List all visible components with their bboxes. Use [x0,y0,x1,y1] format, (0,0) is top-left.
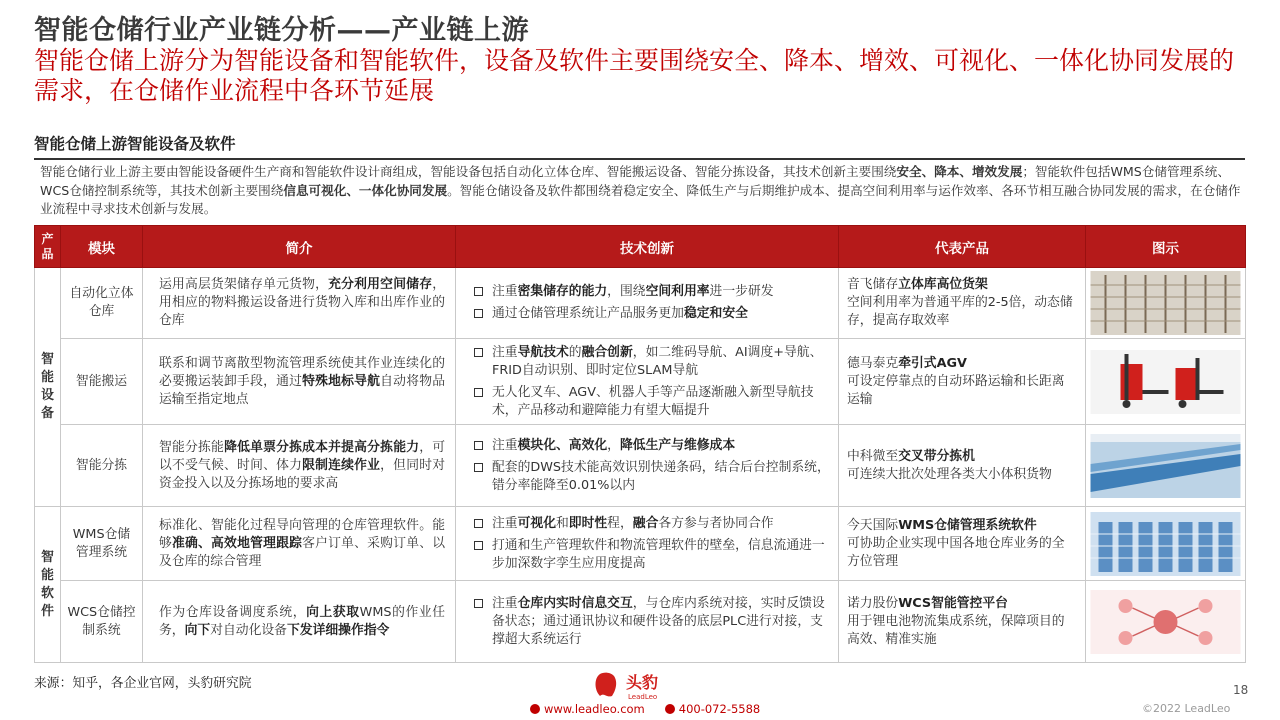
tech-bullet: 注重密集储存的能力，围绕空间利用率进一步研发 [474,283,830,301]
category-smart-software: 智能软件 [35,507,61,663]
sorting-line-image [1086,425,1246,507]
upstream-table [34,225,1246,663]
tech-bullet: 打通和生产管理软件和物流管理软件的壁垒，信息流通进一步加深数字孪生应用度提高 [474,537,830,573]
wms-warehouse-image [1086,507,1246,581]
intro-paragraph: 智能仓储行业上游主要由智能设备硬件生产商和智能软件设计商组成，智能设备包括自动化立体仓库、智能搬运设备、智能分拣设备，其技术创新主要围绕安全、降本、增效发展；智能软件包括WMS仓储管理系统、 WCS仓储控制系统等，其技术创新主要围绕信息可视化、一体化协同发展。智能仓储设备及软件都围绕着稳定安全、降低生产与后期维护成本、提高空间利用率与运作效率、各环节相互融合协同发展的需求，在仓储作业流程中寻求技术创新与发展。 [40,164,1241,216]
tech-cell [456,581,839,663]
tech-bullet: 注重模块化、高效化，降低生产与维修成本 [474,437,830,455]
category-smart-equipment: 智能设备 [35,268,61,507]
table-row [35,581,1246,663]
table-row [35,425,1246,507]
agv-forklift-icon [1090,350,1241,414]
heading-divider [34,158,1245,160]
product-cell: 诺力股份WCS智能管控平台 用于锂电池物流集成系统，保障项目的高效、精准实施 [839,581,1086,663]
header-tech: 技术创新 [456,226,839,268]
wcs-diagram-image [1086,581,1246,663]
module-cell: 智能搬运 [61,339,143,425]
checkbox-icon [474,599,483,608]
agv-forklift-image [1086,339,1246,425]
tech-bullet: 配套的DWS技术能高效识别快递条码，结合后台控制系统，错分率能降至0.01%以内 [474,459,830,495]
tech-cell [456,339,839,425]
tech-bullet: 注重仓库内实时信息交互，与仓库内系统对接，实时反馈设备状态；通过通讯协议和硬件设备的底层PLC进行对接，支撑超大系统运行 [474,595,830,649]
table-row [35,339,1246,425]
module-cell: WCS仓储控制系统 [61,581,143,663]
copyright: ©2022 LeadLeo [1142,702,1231,715]
checkbox-icon [474,388,483,397]
intro-cell: 智能分拣能降低单票分拣成本并提高分拣能力，可以不受气候、时间、体力限制连续作业，但同时对资金投入以及分拣场地的要求高 [143,425,456,507]
logo-subtext: LeadLeo [628,693,658,701]
wcs-diagram-icon [1090,590,1241,654]
leopard-icon [596,673,617,697]
product-cell: 中科微至交叉带分拣机 可连续大批次处理各类大小体积货物 [839,425,1086,507]
product-cell: 今天国际WMS仓储管理系统软件 可协助企业实现中国各地仓库业务的全方位管理 [839,507,1086,581]
leadleo-logo [592,668,692,702]
page-subtitle: 智能仓储上游分为智能设备和智能软件，设备及软件主要围绕安全、降本、增效、可视化、一体化协同发展的需求，在仓储作业流程中各环节延展 [34,46,1235,105]
intro-cell: 联系和调节离散型物流管理系统使其作业连续化的必要搬运装卸手段，通过特殊地标导航自动将物品运输至指定地点 [143,339,456,425]
tech-bullet: 注重导航技术的融合创新，如二维码导航、AI调度+导航、FRID自动识别、即时定位SLAM导航 [474,344,830,380]
checkbox-icon [474,441,483,450]
checkbox-icon [474,309,483,318]
checkbox-icon [474,287,483,296]
table-row [35,268,1246,339]
checkbox-icon [474,463,483,472]
wms-warehouse-icon [1090,512,1241,576]
tech-bullet: 注重可视化和即时性程，融合各方参与者协同合作 [474,515,830,533]
intro-cell: 标准化、智能化过程导向管理的仓库管理软件。能够准确、高效地管理跟踪客户订单、采购订单、以及仓库的综合管理 [143,507,456,581]
table-row [35,507,1246,581]
sorting-line-icon [1090,434,1241,498]
header-representative: 代表产品 [839,226,1086,268]
tech-cell [456,425,839,507]
checkbox-icon [474,348,483,357]
page-number: 18 [1233,683,1249,697]
table-header-row [35,226,1246,268]
tech-cell [456,507,839,581]
logo-text: 头豹 [626,673,659,692]
header-image: 图示 [1086,226,1246,268]
product-cell: 德马泰克牵引式AGV 可设定停靠点的自动环路运输和长距离运输 [839,339,1086,425]
page-title: 智能仓储行业产业链分析——产业链上游 [34,15,529,46]
warehouse-rack-icon [1090,271,1241,335]
footer-contact [530,702,760,716]
header-module: 模块 [61,226,143,268]
web-icon [530,704,540,714]
header-intro: 简介 [143,226,456,268]
module-cell: 智能分拣 [61,425,143,507]
checkbox-icon [474,519,483,528]
module-cell: WMS仓储管理系统 [61,507,143,581]
header-product: 产品 [35,226,61,268]
tech-bullet: 通过仓储管理系统让产品服务更加稳定和安全 [474,305,830,323]
website-link[interactable]: www.leadleo.com [530,702,645,716]
checkbox-icon [474,541,483,550]
tech-bullet: 无人化叉车、AGV、机器人手等产品逐渐融入新型导航技术，产品移动和避障能力有望大幅提升 [474,384,830,420]
intro-cell: 运用高层货架储存单元货物，充分利用空间储存，用相应的物料搬运设备进行货物入库和出库作业的仓库 [143,268,456,339]
product-cell: 音飞储存立体库高位货架 空间利用率为普通平库的2-5倍，动态储存，提高存取效率 [839,268,1086,339]
phone-icon [665,704,675,714]
module-cell: 自动化立体仓库 [61,268,143,339]
source-note: 来源：知乎，各企业官网，头豹研究院 [34,676,252,691]
section-heading: 智能仓储上游智能设备及软件 [34,135,236,153]
warehouse-rack-image [1086,268,1246,339]
intro-cell: 作为仓库设备调度系统，向上获取WMS的作业任务，向下对自动化设备下发详细操作指令 [143,581,456,663]
phone-number: 400-072-5588 [665,702,760,716]
tech-cell [456,268,839,339]
